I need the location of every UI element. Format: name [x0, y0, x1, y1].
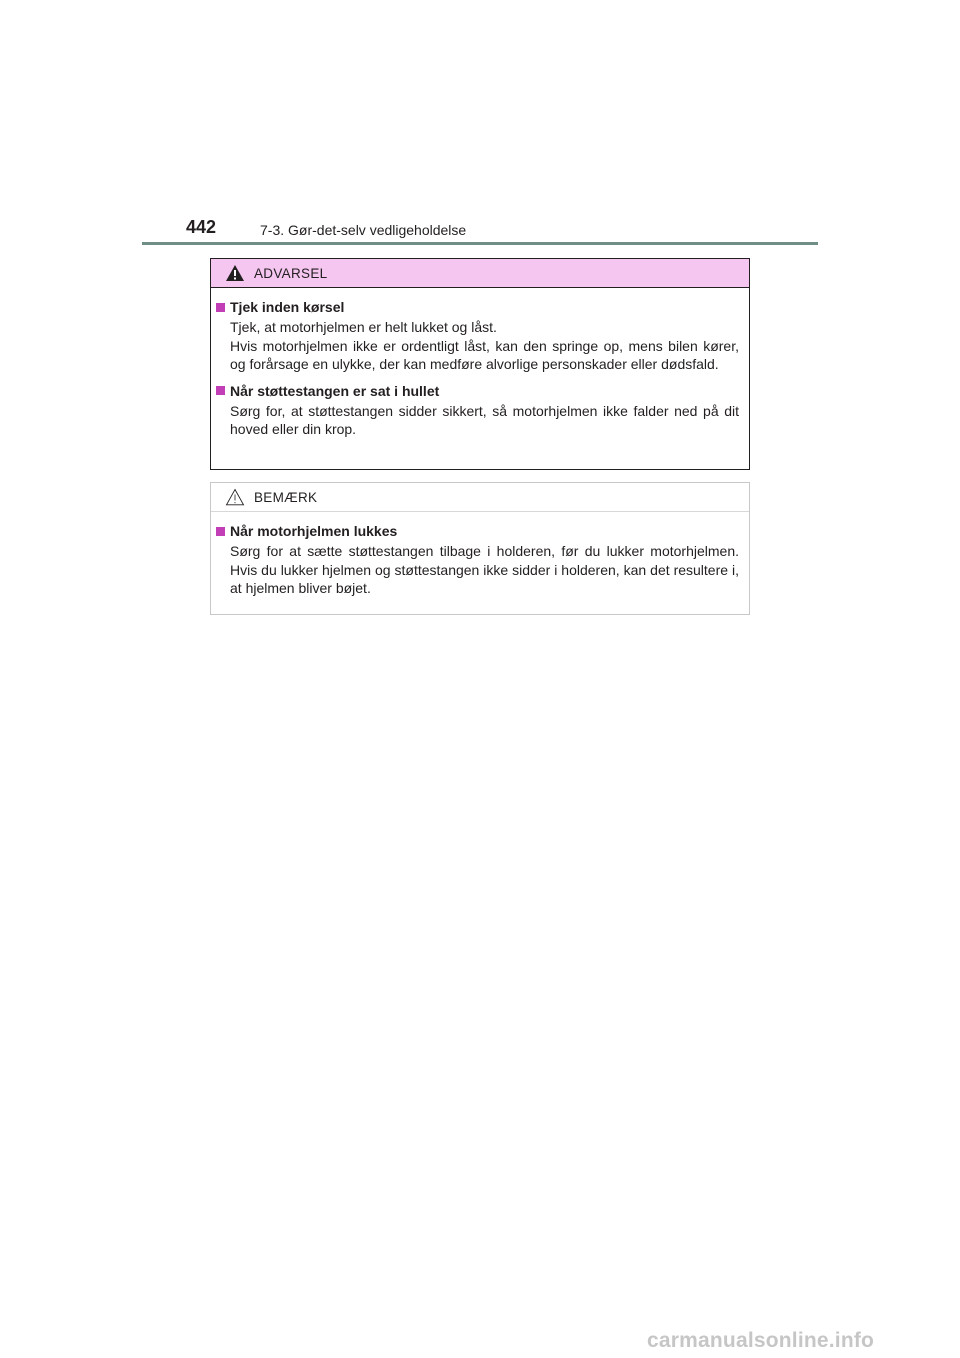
warning-item-text: Sørg for, at støttestangen sidder sikkert, så motorhjelmen ikke falder ned på dit hoved eller din krop. [230, 402, 739, 437]
warning-item-heading: Tjek inden kørsel [230, 299, 345, 315]
warning-box-title: ADVARSEL [254, 266, 328, 281]
warning-item-text: Hvis motorhjelmen ikke er ordentligt låst, kan den springe op, mens bilen kører, og forårsage en ulykke, der kan medføre alvorlige personskader eller dødsfald. [230, 337, 739, 372]
notice-item [216, 522, 739, 598]
notice-box-title: BEMÆRK [254, 490, 318, 505]
square-bullet-icon [216, 303, 225, 312]
notice-box-header [211, 483, 749, 512]
warning-box-header [211, 259, 749, 288]
square-bullet-icon [216, 527, 225, 536]
page-header [142, 212, 818, 248]
warning-item [216, 298, 739, 374]
section-title: 7-3. Gør-det-selv vedligeholdelse [260, 222, 467, 238]
notice-box [210, 482, 750, 615]
notice-item-heading: Når motorhjelmen lukkes [230, 523, 398, 539]
notice-item-text: Sørg for at sætte støttestangen tilbage i holderen, før du lukker motorhjelmen. Hvis du lukker hjelmen og støttestangen ikke sidder i holderen, kan det resultere i, at hjelmen bliver bøjet. [230, 543, 739, 596]
watermark: carmanualsonline.info [647, 1329, 875, 1352]
square-bullet-icon [216, 386, 225, 395]
warning-item-heading: Når støttestangen er sat i hullet [230, 382, 440, 399]
header-divider [142, 242, 818, 245]
warning-box [210, 258, 750, 470]
warning-item-text: Tjek, at motorhjelmen er helt lukket og låst. [230, 319, 497, 335]
warning-item [216, 382, 739, 439]
page-number: 442 [186, 217, 217, 237]
warning-triangle-outline-icon [225, 488, 245, 506]
warning-triangle-filled-icon [225, 264, 245, 282]
